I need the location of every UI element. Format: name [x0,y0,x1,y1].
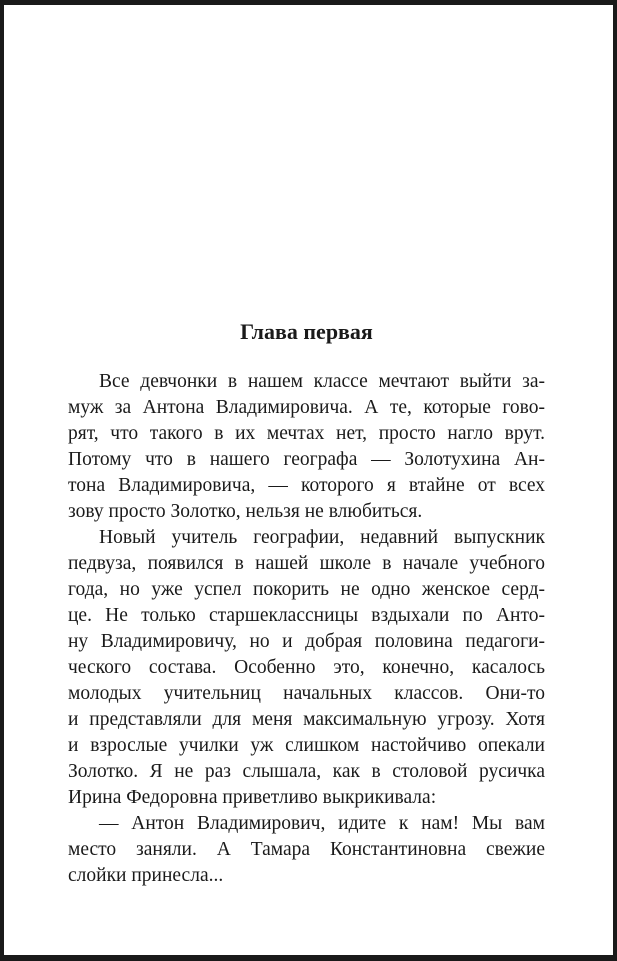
text-line: Новый учитель географии, недавний выпускник [99,527,545,548]
text-line: и взрослые училки уж слишком настойчиво опекали [68,735,545,756]
text-line: место заняли. А Тамара Константиновна свежие [68,839,545,860]
chapter-body [68,369,545,889]
text-line: Все девчонки в нашем классе мечтают выйти за- [99,371,545,392]
page-text-column [4,318,613,961]
text-line: и представляли для меня максимальную угрозу. Хотя [68,709,545,730]
text-line: рят, что такого в их мечтах нет, просто нагло врут. [68,423,545,444]
text-line: ну Владимировичу, но и добрая половина педагоги- [68,631,545,652]
text-line: муж за Антона Владимировича. А те, которые гово- [68,397,545,418]
text-line: Потому что в нашего географа — Золотухина Ан- [68,449,545,470]
text-line: молодых учительниц начальных классов. Они-то [68,683,545,704]
text-line: года, но уже успел покорить не одно женское серд- [68,579,545,600]
chapter-title: Глава первая [240,319,373,344]
text-line: це. Не только старшеклассницы вздыхали по Анто- [68,605,545,626]
text-line: слойки принесла... [68,865,224,886]
text-line: ческого состава. Особенно это, конечно, касалось [68,657,545,678]
text-line: педвуза, появился в нашей школе в начале учебного [68,553,545,574]
text-line: тона Владимировича, — которого я втайне от всех [68,475,545,496]
text-line: Золотко. Я не раз слышала, как в столовой русичка [68,761,545,782]
text-line: Ирина Федоровна приветливо выкрикивала: [68,787,437,808]
text-line: зову просто Золотко, нельзя не влюбиться. [68,501,423,522]
text-line: — Антон Владимирович, идите к нам! Мы вам [99,813,545,834]
